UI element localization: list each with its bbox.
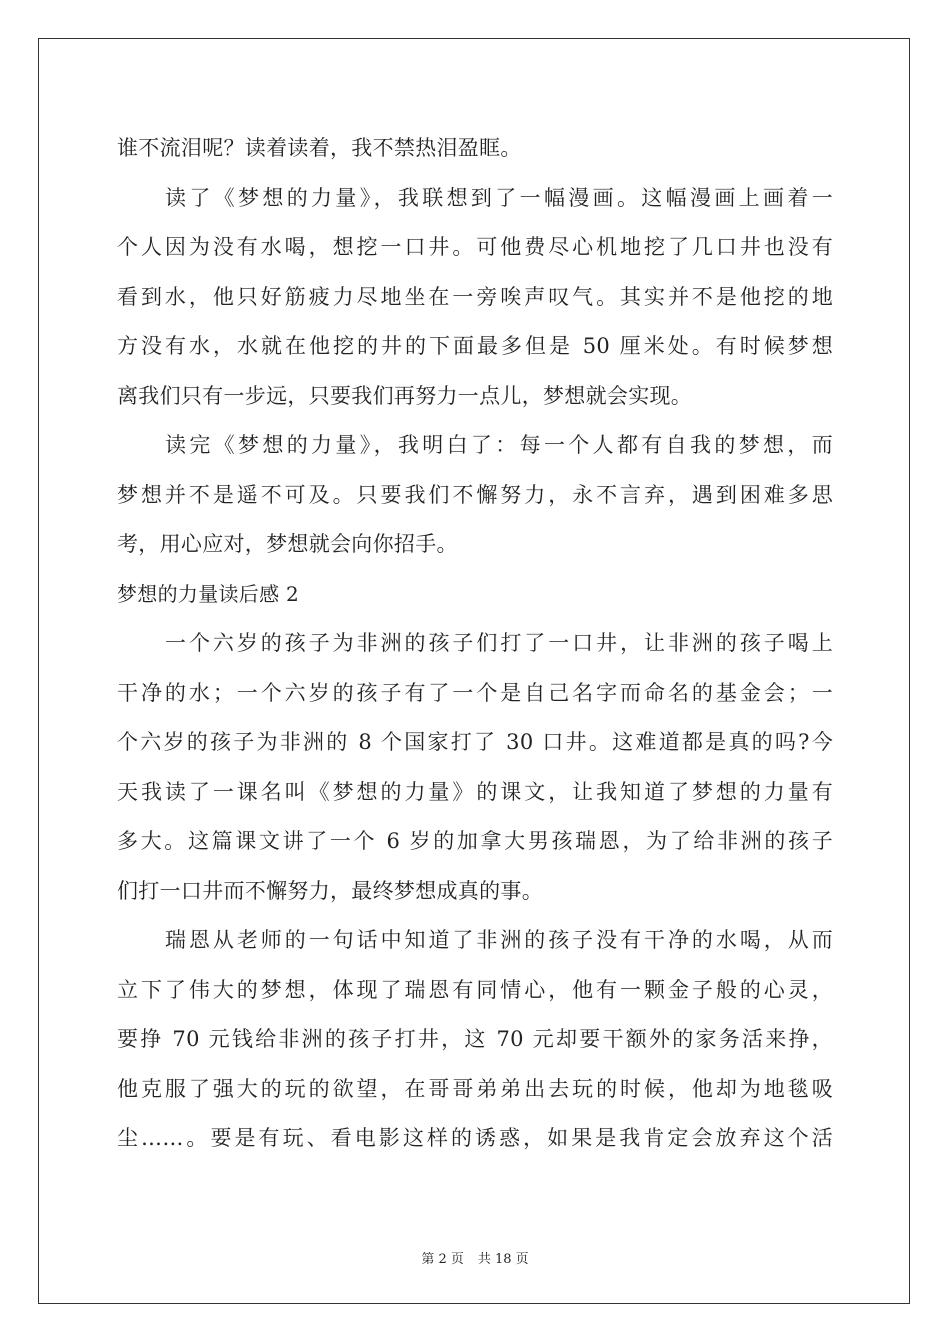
text-line: 个六岁的孩子为非洲的 8 个国家打了 30 口井。这难道都是真的吗?今 — [117, 730, 833, 754]
text-line: 方没有水，水就在他挖的井的下面最多但是 50 厘米处。有时候梦想 — [117, 334, 833, 358]
text-line: 谁不流泪呢？读着读着，我不禁热泪盈眶。 — [117, 136, 522, 160]
text-line: 离我们只有一步远，只要我们再努力一点儿，梦想就会实现。 — [117, 383, 693, 408]
text-line: 他克服了强大的玩的欲望，在哥哥弟弟出去玩的时候，他却为地毯吸 — [117, 1076, 833, 1101]
text-line: 要挣 70 元钱给非洲的孩子打井，这 70 元却要干额外的家务活来挣， — [117, 1027, 833, 1051]
paragraph-start-line: 一个六岁的孩子为非洲的孩子们打了一口井，让非洲的孩子喝上 — [165, 631, 833, 655]
text-line: 天我读了一课名叫《梦想的力量》的课文，让我知道了梦想的力量有 — [117, 779, 833, 804]
paragraph-start-line: 瑞恩从老师的一句话中知道了非洲的孩子没有干净的水喝，从而 — [165, 928, 833, 952]
document-body — [117, 128, 833, 1168]
section-heading: 梦想的力量读后感 2 — [117, 581, 300, 606]
text-line: 考，用心应对，梦想就会向你招手。 — [117, 532, 458, 556]
text-line: 梦想并不是遥不可及。只要我们不懈努力，永不言弃，遇到困难多思 — [117, 482, 833, 507]
page-number: 第 2 页 — [421, 1252, 464, 1267]
text-line: 干净的水；一个六岁的孩子有了一个是自己名字而命名的基金会；一 — [117, 680, 833, 705]
paragraph-start-line: 读了《梦想的力量》，我联想到了一幅漫画。这幅漫画上画着一 — [165, 185, 833, 210]
text-line: 们打一口井而不懈努力，最终梦想成真的事。 — [117, 878, 543, 903]
text-line: 立下了伟大的梦想，体现了瑞恩有同情心，他有一颗金子般的心灵， — [117, 977, 833, 1002]
page-footer — [0, 1248, 950, 1267]
text-line: 个人因为没有水喝，想挖一口井。可他费尽心机地挖了几口井也没有 — [117, 235, 833, 259]
text-line: 多大。这篇课文讲了一个 6 岁的加拿大男孩瑞恩，为了给非洲的孩子 — [117, 829, 833, 853]
text-line: 看到水，他只好筋疲力尽地坐在一旁唉声叹气。其实并不是他挖的地 — [117, 284, 833, 309]
page-total: 共 18 页 — [477, 1252, 529, 1267]
text-line: 尘……。要是有玩、看电影这样的诱惑，如果是我肯定会放弃这个活 — [117, 1126, 833, 1150]
paragraph-start-line: 读完《梦想的力量》，我明白了：每一个人都有自我的梦想，而 — [165, 433, 833, 457]
